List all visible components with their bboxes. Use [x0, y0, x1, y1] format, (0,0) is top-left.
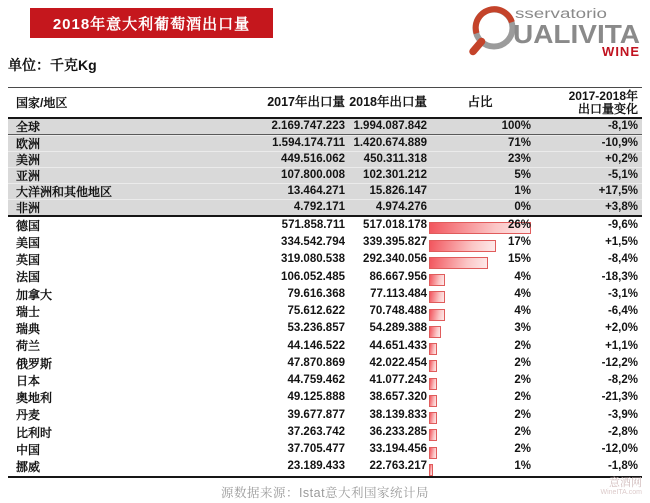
value-2018: 44.651.433 — [369, 339, 427, 352]
value-2018: 38.139.833 — [369, 408, 427, 421]
country-name: 加拿大 — [16, 287, 53, 302]
share-cell — [427, 410, 533, 422]
change-value: -1,8% — [607, 460, 638, 473]
share-cell — [427, 121, 533, 133]
share-cell — [427, 323, 533, 335]
value-2018: 70.748.488 — [369, 305, 427, 318]
share-value: 71% — [507, 136, 531, 149]
table-row — [8, 338, 642, 355]
table-row — [8, 407, 642, 424]
share-cell — [427, 272, 533, 284]
header-change: 2017-2018年 出口量变化 — [568, 88, 638, 116]
share-value: 3% — [514, 322, 531, 335]
change-value: +2,0% — [605, 322, 638, 335]
table-row — [8, 303, 642, 320]
country-name: 丹麦 — [16, 408, 41, 423]
value-2017: 53.236.857 — [287, 322, 345, 335]
table-row — [8, 135, 642, 151]
table-row — [8, 167, 642, 183]
value-2018: 38.657.320 — [369, 391, 427, 404]
share-bar — [429, 378, 437, 390]
change-value: -9,6% — [607, 218, 638, 231]
value-2017: 47.870.869 — [287, 356, 345, 369]
country-name: 荷兰 — [16, 339, 41, 354]
share-value: 100% — [501, 119, 531, 132]
value-2018: 292.340.056 — [363, 253, 427, 266]
value-2017: 334.542.794 — [281, 236, 345, 249]
value-2018: 54.289.388 — [369, 322, 427, 335]
svg-text:sservatorio: sservatorio — [515, 6, 607, 21]
share-value: 2% — [514, 391, 531, 404]
value-2018: 33.194.456 — [369, 443, 427, 456]
value-2018: 15.826.147 — [369, 184, 427, 197]
change-value: -8,1% — [607, 119, 638, 132]
share-bar — [429, 464, 433, 476]
share-value: 4% — [514, 270, 531, 283]
table-row — [8, 183, 642, 199]
share-bar — [429, 447, 437, 459]
value-2017: 75.612.622 — [287, 305, 345, 318]
magnifier-icon — [468, 2, 644, 58]
share-value: 26% — [507, 218, 531, 231]
table-row — [8, 321, 642, 338]
change-value: +1,5% — [605, 236, 638, 249]
country-name: 比利时 — [16, 425, 53, 440]
change-value: -21,3% — [601, 391, 638, 404]
header-2018: 2018年出口量 — [349, 95, 427, 110]
share-cell — [427, 220, 533, 232]
change-value: -18,3% — [601, 270, 638, 283]
export-table — [8, 87, 642, 478]
value-2017: 79.616.368 — [287, 287, 345, 300]
value-2018: 36.233.285 — [369, 425, 427, 438]
header-share: 占比 — [467, 95, 493, 110]
share-value: 2% — [514, 425, 531, 438]
value-2018: 42.022.454 — [369, 356, 427, 369]
unit-label: 单位：千克Kg — [8, 57, 97, 73]
share-value: 2% — [514, 408, 531, 421]
value-2018: 517.018.178 — [363, 218, 427, 231]
region-name: 非洲 — [16, 200, 41, 215]
country-name: 英国 — [16, 253, 41, 268]
region-name: 欧洲 — [16, 136, 41, 151]
change-value: -3,1% — [607, 287, 638, 300]
share-value: 1% — [514, 460, 531, 473]
value-2017: 2.169.747.223 — [271, 119, 345, 132]
value-2018: 450.311.318 — [363, 152, 427, 165]
page-title — [30, 8, 273, 38]
share-cell — [427, 444, 533, 456]
region-name: 亚洲 — [16, 168, 41, 183]
header-region: 国家/地区 — [16, 95, 68, 110]
value-2017: 319.080.538 — [281, 253, 345, 266]
country-name: 德国 — [16, 218, 41, 233]
share-value: 4% — [514, 287, 531, 300]
share-bar — [429, 257, 488, 269]
country-name: 俄罗斯 — [16, 356, 53, 371]
share-cell — [427, 341, 533, 353]
value-2017: 107.800.008 — [281, 168, 345, 181]
change-value: -5,1% — [607, 168, 638, 181]
value-2017: 571.858.711 — [281, 218, 345, 231]
country-name: 挪威 — [16, 460, 41, 475]
country-name: 奥地利 — [16, 391, 53, 406]
change-value: +0,2% — [605, 152, 638, 165]
table-row — [8, 372, 642, 389]
value-2017: 4.792.171 — [293, 200, 345, 213]
table-row — [8, 355, 642, 372]
value-2017: 39.677.877 — [287, 408, 345, 421]
share-value: 17% — [507, 236, 531, 249]
value-2018: 22.763.217 — [369, 460, 427, 473]
share-bar — [429, 240, 496, 252]
country-name: 日本 — [16, 373, 41, 388]
table-row — [8, 252, 642, 269]
share-cell — [427, 154, 533, 166]
change-value: -8,2% — [607, 374, 638, 387]
value-2017: 37.705.477 — [287, 443, 345, 456]
table-row — [8, 286, 642, 303]
value-2017: 13.464.271 — [287, 184, 345, 197]
table-row — [8, 269, 642, 286]
value-2018: 1.994.087.842 — [353, 119, 427, 132]
table-row — [8, 119, 642, 135]
country-name: 法国 — [16, 270, 41, 285]
value-2017: 449.516.062 — [281, 152, 345, 165]
share-bar — [429, 360, 437, 372]
share-value: 2% — [514, 374, 531, 387]
table-row — [8, 441, 642, 458]
page-title-text: 2018年意大利葡萄酒出口量 — [52, 15, 251, 33]
value-2017: 44.759.462 — [287, 374, 345, 387]
qualivita-logo — [468, 2, 644, 58]
change-value: -12,2% — [601, 356, 638, 369]
value-2017: 1.594.174.711 — [272, 136, 345, 149]
share-value: 2% — [514, 339, 531, 352]
share-value: 4% — [514, 305, 531, 318]
share-cell — [427, 237, 533, 249]
svg-text:UALIVITA: UALIVITA — [513, 19, 641, 49]
svg-text:WINE: WINE — [602, 44, 640, 58]
share-bar — [429, 309, 445, 321]
table-row — [8, 390, 642, 407]
share-bar — [429, 412, 437, 424]
country-name: 瑞典 — [16, 322, 41, 337]
share-cell — [427, 254, 533, 266]
share-cell — [427, 358, 533, 370]
table-row — [8, 459, 642, 476]
table-row — [8, 199, 642, 215]
region-rows — [8, 119, 642, 217]
share-bar — [429, 343, 437, 355]
share-cell — [427, 427, 533, 439]
share-bar — [429, 395, 437, 407]
table-row — [8, 217, 642, 234]
table-row — [8, 234, 642, 251]
share-cell — [427, 306, 533, 318]
value-2018: 41.077.243 — [369, 374, 427, 387]
share-cell — [427, 392, 533, 404]
change-value: -8,4% — [607, 253, 638, 266]
value-2018: 102.301.212 — [363, 168, 427, 181]
header-2017: 2017年出口量 — [267, 95, 345, 110]
share-value: 5% — [514, 168, 531, 181]
share-value: 2% — [514, 443, 531, 456]
share-value: 23% — [507, 152, 531, 165]
change-value: -3,9% — [607, 408, 638, 421]
value-2017: 106.052.485 — [281, 270, 345, 283]
change-value: -2,8% — [607, 425, 638, 438]
share-cell — [427, 289, 533, 301]
value-2017: 49.125.888 — [287, 391, 345, 404]
share-value: 0% — [514, 200, 531, 213]
value-2018: 4.974.276 — [375, 200, 427, 213]
share-bar — [429, 326, 441, 338]
value-2017: 37.263.742 — [287, 425, 345, 438]
table-row — [8, 424, 642, 441]
value-2017: 23.189.433 — [287, 460, 345, 473]
share-value: 1% — [514, 184, 531, 197]
country-name: 瑞士 — [16, 304, 41, 319]
country-name: 中国 — [16, 442, 41, 457]
share-bar — [429, 274, 445, 286]
value-2018: 77.113.484 — [370, 287, 427, 300]
change-value: +3,8% — [605, 200, 638, 213]
share-cell — [427, 461, 533, 473]
table-header-row — [8, 88, 642, 119]
value-2017: 44.146.522 — [287, 339, 345, 352]
region-name: 大洋洲和其他地区 — [16, 184, 113, 199]
value-2018: 86.667.956 — [369, 270, 427, 283]
region-name: 全球 — [16, 119, 41, 134]
change-value: -10,9% — [601, 136, 638, 149]
region-name: 美洲 — [16, 152, 41, 167]
share-bar — [429, 429, 437, 441]
country-name: 美国 — [16, 235, 41, 250]
share-cell — [427, 186, 533, 198]
change-value: +1,1% — [605, 339, 638, 352]
value-2018: 339.395.827 — [363, 236, 427, 249]
change-value: +17,5% — [598, 184, 638, 197]
share-cell — [427, 202, 533, 214]
share-value: 2% — [514, 356, 531, 369]
share-bar — [429, 291, 445, 303]
table-row — [8, 151, 642, 167]
change-value: -6,4% — [607, 305, 638, 318]
share-cell — [427, 170, 533, 182]
value-2018: 1.420.674.889 — [353, 136, 427, 149]
change-value: -12,0% — [601, 443, 638, 456]
share-cell — [427, 138, 533, 150]
share-cell — [427, 375, 533, 387]
data-source-note: 源数据来源：Istat意大利国家统计局 — [220, 486, 430, 500]
share-value: 15% — [507, 253, 531, 266]
site-watermark: 意酒网 WineITA.com — [600, 477, 642, 497]
country-rows — [8, 217, 642, 478]
